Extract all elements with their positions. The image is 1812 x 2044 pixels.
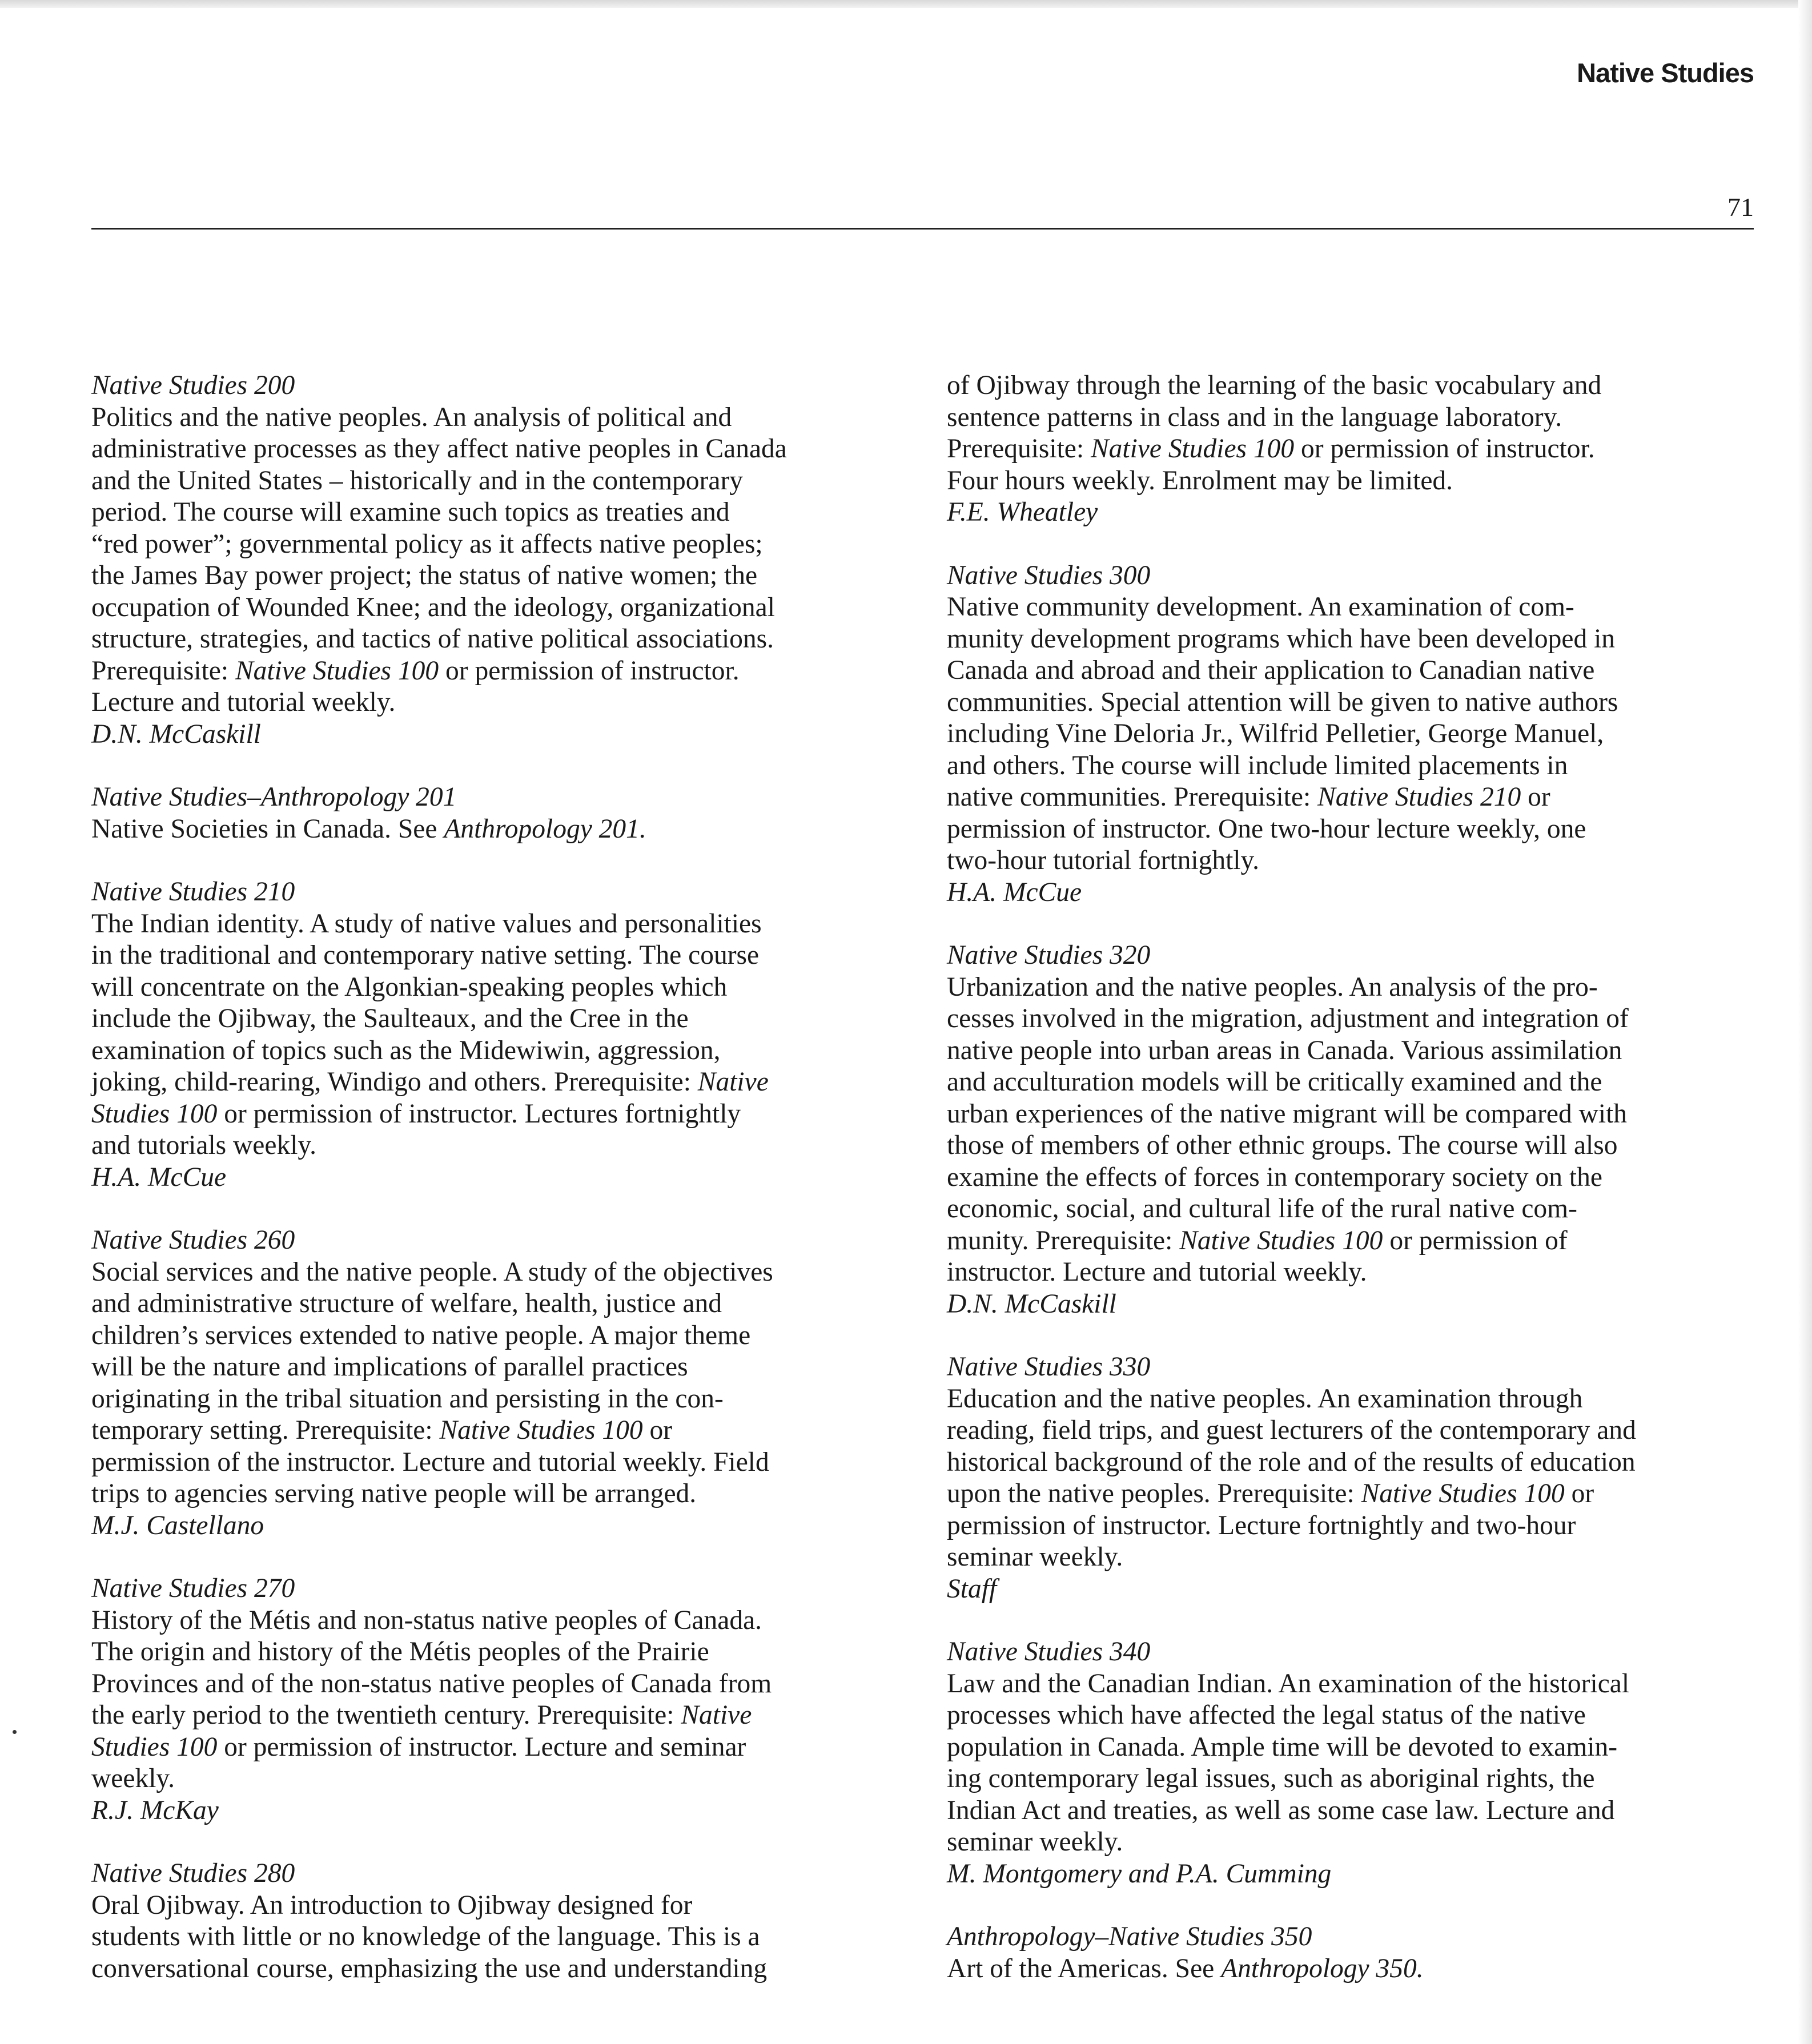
description-line: permission of instructor. One two-hour lecture weekly, one: [947, 814, 1586, 844]
description-line: two-hour tutorial fortnightly.: [947, 846, 1260, 875]
description-line: children’s services extended to native people. A major theme: [91, 1320, 751, 1350]
instructor-name: H.A. McCue: [947, 877, 1082, 907]
course-reference: Native: [697, 1067, 769, 1097]
course-entry: [91, 370, 899, 750]
instructor-name: R.J. McKay: [91, 1795, 219, 1825]
left-column: [91, 370, 899, 2016]
description-text: Prerequisite:: [91, 655, 235, 686]
description-line: History of the Métis and non-status native peoples of Canada.: [91, 1605, 762, 1635]
description-line: [91, 1732, 899, 1764]
description-line: originating in the tribal situation and persisting in the con-: [91, 1383, 724, 1414]
description-line: conversational course, emphasizing the use and understanding: [91, 1953, 768, 1983]
description-text: native communities. Prerequisite:: [947, 782, 1318, 812]
description-text: or: [642, 1415, 673, 1445]
description-text: Prerequisite:: [947, 434, 1091, 464]
description-text: upon the native peoples. Prerequisite:: [947, 1479, 1361, 1508]
course-title: Native Studies 330: [947, 1352, 1151, 1382]
course-reference: Studies 100: [91, 1732, 218, 1762]
course-reference: Native Studies 100: [439, 1415, 643, 1445]
description-line: period. The course will examine such topics as treaties and: [91, 497, 730, 527]
description-text: joking, child-rearing, Windigo and others. Prerequisite:: [91, 1067, 698, 1097]
description-line: The origin and history of the Métis peoples of the Prairie: [91, 1637, 709, 1667]
description-line: structure, strategies, and tactics of native political associations.: [91, 624, 774, 654]
course-title: Native Studies 340: [947, 1637, 1151, 1667]
description-line: examination of topics such as the Midewiwin, aggression,: [91, 1035, 721, 1065]
description-line: [91, 1099, 899, 1130]
course-title: Native Studies 210: [91, 877, 295, 907]
description-line: and the United States – historically and in the contemporary: [91, 465, 744, 496]
description-line: Provinces and of the non-status native peoples of Canada from: [91, 1668, 772, 1699]
margin-speck: [13, 1730, 17, 1734]
description-line: urban experiences of the native migrant will be compared with: [947, 1099, 1628, 1129]
course-title: Native Studies 200: [91, 371, 295, 400]
course-title: Native Studies 260: [91, 1225, 295, 1255]
description-line: and tutorials weekly.: [91, 1130, 316, 1160]
description-line: Four hours weekly. Enrolment may be limited.: [947, 465, 1453, 496]
description-line: and others. The course will include limited placements in: [947, 750, 1568, 780]
description-text: or: [1564, 1479, 1594, 1508]
running-head: Native Studies: [1577, 58, 1754, 88]
description-line: will be the nature and implications of parallel practices: [91, 1352, 688, 1382]
description-line: permission of the instructor. Lecture and tutorial weekly. Field: [91, 1447, 769, 1477]
description-line: [91, 1067, 899, 1099]
description-line: reading, field trips, and guest lecturers of the contemporary and: [947, 1415, 1636, 1445]
description-line: communities. Special attention will be given to native authors: [947, 687, 1618, 717]
description-line: [91, 655, 899, 687]
description-line: and administrative structure of welfare, health, justice and: [91, 1289, 722, 1318]
description-line: and acculturation models will be critically examined and the: [947, 1067, 1602, 1097]
description-line: permission of instructor. Lecture fortnightly and two-hour: [947, 1510, 1576, 1540]
course-entry: [947, 1636, 1755, 1890]
course-entry: [91, 1573, 899, 1826]
page-edge-shadow: [0, 0, 1812, 8]
description-line: Politics and the native peoples. An analysis of political and: [91, 402, 732, 432]
description-line: Lecture and tutorial weekly.: [91, 687, 396, 717]
description-line: Native community development. An examination of com-: [947, 592, 1574, 622]
course-entry: [947, 370, 1755, 529]
description-line: Oral Ojibway. An introduction to Ojibway designed for: [91, 1890, 693, 1920]
course-entry: [947, 1921, 1755, 1985]
right-column: [947, 370, 1755, 2016]
course-reference: Anthropology 201.: [444, 814, 646, 844]
description-line: native people into urban areas in Canada. Various assimilation: [947, 1035, 1622, 1065]
course-title: Anthropology–Native Studies 350: [947, 1922, 1312, 1952]
description-line: trips to agencies serving native people will be arranged.: [91, 1479, 697, 1508]
instructor-name: F.E. Wheatley: [947, 497, 1098, 527]
description-line: seminar weekly.: [947, 1542, 1123, 1572]
instructor-name: D.N. McCaskill: [947, 1289, 1116, 1319]
description-line: instructor. Lecture and tutorial weekly.: [947, 1257, 1367, 1287]
description-line: Education and the native peoples. An examination through: [947, 1383, 1583, 1414]
description-line: the James Bay power project; the status of native women; the: [91, 561, 758, 590]
description-line: processes which have affected the legal status of the native: [947, 1700, 1586, 1730]
course-entry: [91, 1858, 899, 1985]
instructor-name: M.J. Castellano: [91, 1510, 264, 1540]
description-line: [947, 1953, 1755, 1985]
course-reference: Studies 100: [91, 1099, 218, 1129]
description-line: historical background of the role and of the results of education: [947, 1447, 1636, 1477]
description-line: [947, 1225, 1755, 1257]
course-entry: [947, 560, 1755, 909]
description-line: of Ojibway through the learning of the basic vocabulary and: [947, 371, 1602, 400]
description-line: Law and the Canadian Indian. An examination of the historical: [947, 1668, 1630, 1699]
header-rule: [91, 228, 1754, 230]
description-line: [947, 1478, 1755, 1510]
description-line: sentence patterns in class and in the language laboratory.: [947, 402, 1562, 432]
course-reference: Native Studies 100: [235, 655, 439, 686]
course-entry: [91, 1225, 899, 1542]
description-line: occupation of Wounded Knee; and the ideology, organizational: [91, 592, 775, 622]
description-text: or: [1521, 782, 1550, 812]
description-line: will concentrate on the Algonkian-speaking peoples which: [91, 972, 728, 1002]
description-text: temporary setting. Prerequisite:: [91, 1415, 440, 1445]
description-line: munity development programs which have been developed in: [947, 623, 1616, 654]
instructor-name: Staff: [947, 1574, 997, 1604]
description-line: Social services and the native people. A study of the objectives: [91, 1257, 773, 1287]
description-line: seminar weekly.: [947, 1827, 1123, 1857]
course-entry: [947, 1351, 1755, 1605]
course-title: Native Studies 270: [91, 1574, 295, 1603]
description-text: or permission of instructor.: [439, 655, 740, 686]
page-edge-shadow-right: [1798, 0, 1812, 2044]
description-text: munity. Prerequisite:: [947, 1225, 1180, 1256]
description-text: or permission of instructor. Lectures fortnightly: [217, 1099, 741, 1129]
course-entry: [947, 940, 1755, 1320]
instructor-name: M. Montgomery and P.A. Cumming: [947, 1858, 1332, 1889]
description-line: administrative processes as they affect native peoples in Canada: [91, 434, 787, 464]
description-line: [947, 782, 1755, 814]
description-line: students with little or no knowledge of the language. This is a: [91, 1922, 760, 1952]
description-line: population in Canada. Ample time will be devoted to examin-: [947, 1732, 1618, 1762]
description-line: those of members of other ethnic groups. The course will also: [947, 1130, 1618, 1160]
description-line: Canada and abroad and their application to Canadian native: [947, 655, 1595, 685]
description-line: Indian Act and treaties, as well as some case law. Lecture and: [947, 1795, 1615, 1825]
description-text: or permission of: [1383, 1225, 1568, 1256]
course-reference: Native Studies 100: [1090, 434, 1295, 464]
description-text: or permission of instructor.: [1294, 434, 1595, 464]
description-line: economic, social, and cultural life of the rural native com-: [947, 1194, 1577, 1224]
description-line: “red power”; governmental policy as it affects native peoples;: [91, 529, 763, 559]
course-entry: [91, 782, 899, 845]
description-line: ing contemporary legal issues, such as aboriginal rights, the: [947, 1764, 1595, 1793]
description-line: [947, 433, 1755, 465]
course-title: Native Studies 280: [91, 1858, 295, 1888]
description-line: Urbanization and the native peoples. An analysis of the pro-: [947, 972, 1598, 1002]
description-text: the early period to the twentieth century. Prerequisite:: [91, 1700, 681, 1730]
description-line: weekly.: [91, 1764, 175, 1793]
description-text: Native Societies in Canada. See: [91, 814, 444, 844]
instructor-name: D.N. McCaskill: [91, 719, 261, 749]
course-reference: Anthropology 350.: [1221, 1953, 1424, 1983]
instructor-name: H.A. McCue: [91, 1162, 227, 1192]
description-text: or permission of instructor. Lecture and seminar: [217, 1732, 746, 1762]
description-line: The Indian identity. A study of native values and personalities: [91, 908, 762, 939]
description-line: [91, 1700, 899, 1732]
course-title: Native Studies–Anthropology 201: [91, 782, 457, 812]
description-line: [91, 814, 899, 846]
description-line: examine the effects of forces in contemporary society on the: [947, 1162, 1602, 1192]
description-line: cesses involved in the migration, adjustment and integration of: [947, 1004, 1629, 1033]
course-reference: Native Studies 100: [1361, 1479, 1565, 1508]
page-number: 71: [1727, 192, 1754, 222]
course-reference: Native Studies 100: [1179, 1225, 1383, 1256]
description-line: in the traditional and contemporary native setting. The course: [91, 940, 760, 970]
description-line: [91, 1415, 899, 1447]
course-reference: Native Studies 210: [1317, 782, 1521, 812]
course-title: Native Studies 300: [947, 560, 1151, 590]
course-reference: Native: [681, 1700, 752, 1730]
description-text: Art of the Americas. See: [947, 1953, 1222, 1983]
description-line: include the Ojibway, the Saulteaux, and the Cree in the: [91, 1004, 689, 1033]
course-entry: [91, 876, 899, 1193]
course-title: Native Studies 320: [947, 940, 1151, 970]
description-line: including Vine Deloria Jr., Wilfrid Pelletier, George Manuel,: [947, 719, 1604, 749]
